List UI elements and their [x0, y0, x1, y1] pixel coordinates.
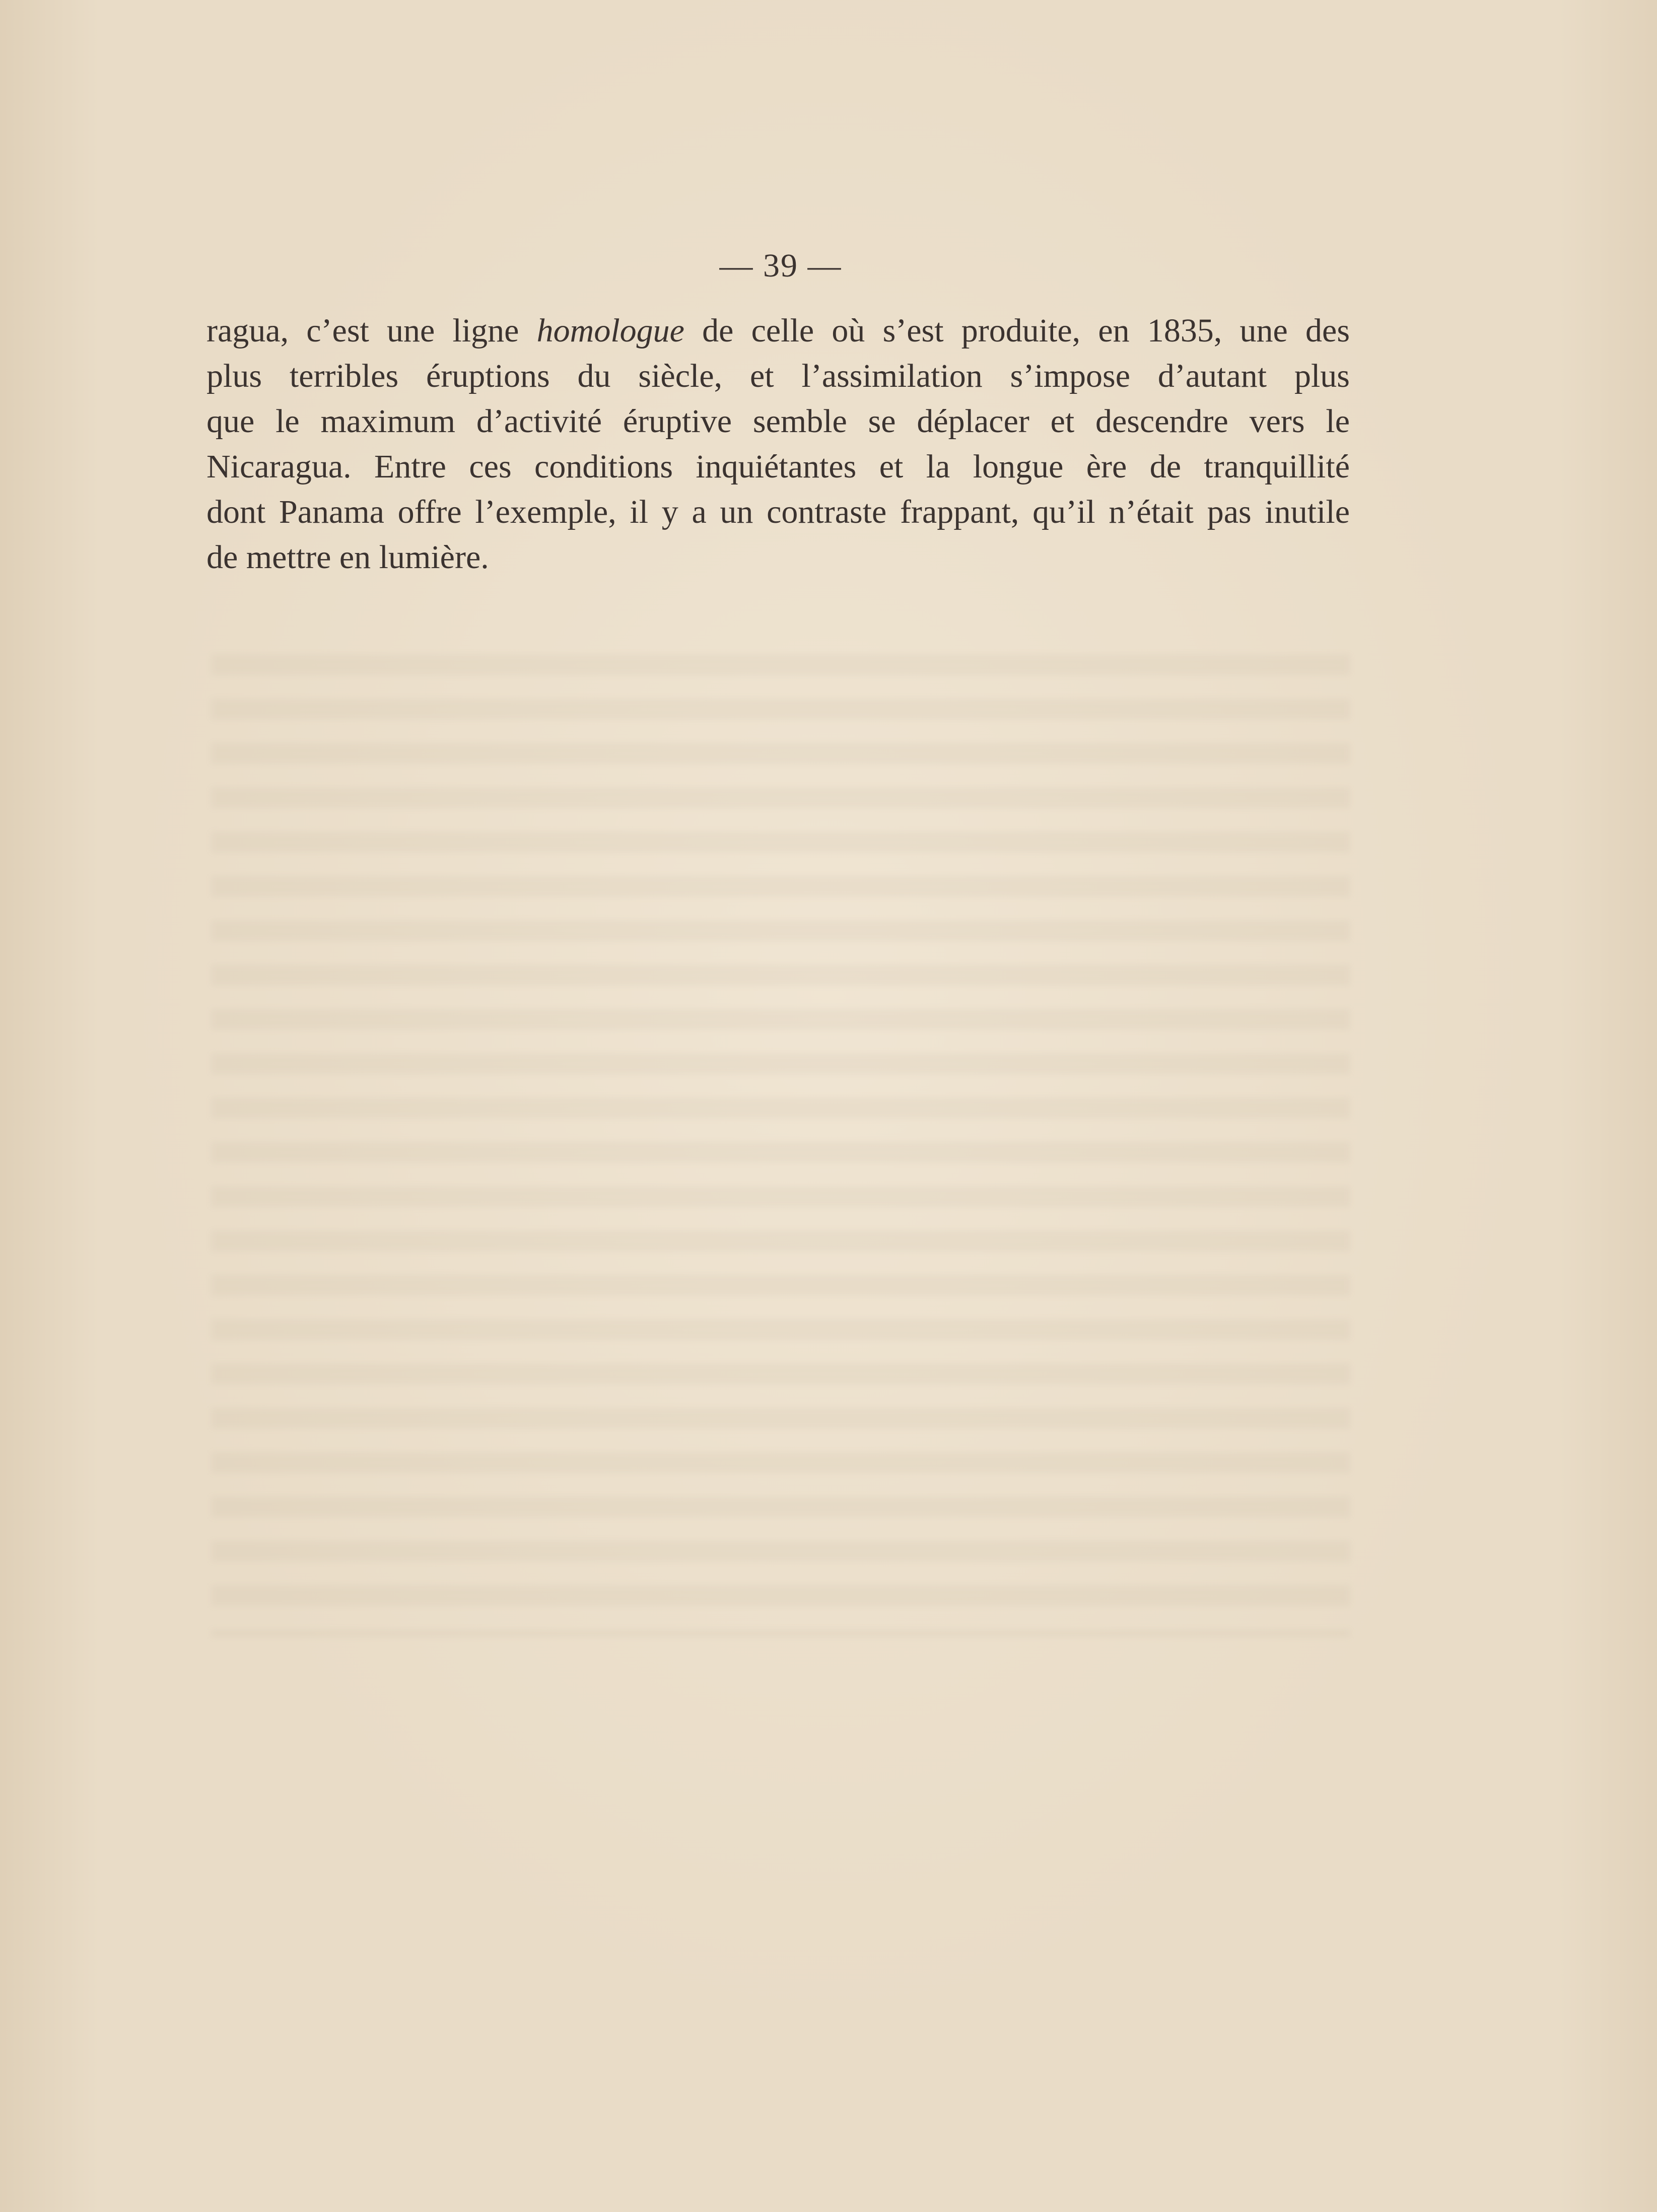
- line-1-start: ragua, c’est une ligne: [206, 312, 537, 349]
- page-number: — 39 —: [719, 247, 842, 284]
- bleed-through-texture: [212, 655, 1350, 1637]
- paragraph-line-3: que le maximum d’activité éruptive semble se déplacer et descendre vers le: [206, 403, 1350, 440]
- italic-term: homologue: [536, 312, 684, 349]
- paragraph-line-4: Nicaragua. Entre ces conditions inquiétantes et la longue ère de tranquillité: [206, 448, 1350, 485]
- paragraph: [206, 308, 1350, 580]
- paragraph-line-1: [206, 308, 1350, 354]
- paragraph-line-2: plus terribles éruptions du siècle, et l’assimilation s’impose d’autant plus: [206, 358, 1350, 394]
- paragraph-line-6: de mettre en lumière.: [206, 539, 489, 576]
- line-1-end: de celle où s’est produite, en 1835, une des: [684, 312, 1350, 349]
- paragraph-line-5: dont Panama offre l’exemple, il y a un contraste frappant, qu’il n’était pas inutile: [206, 494, 1350, 530]
